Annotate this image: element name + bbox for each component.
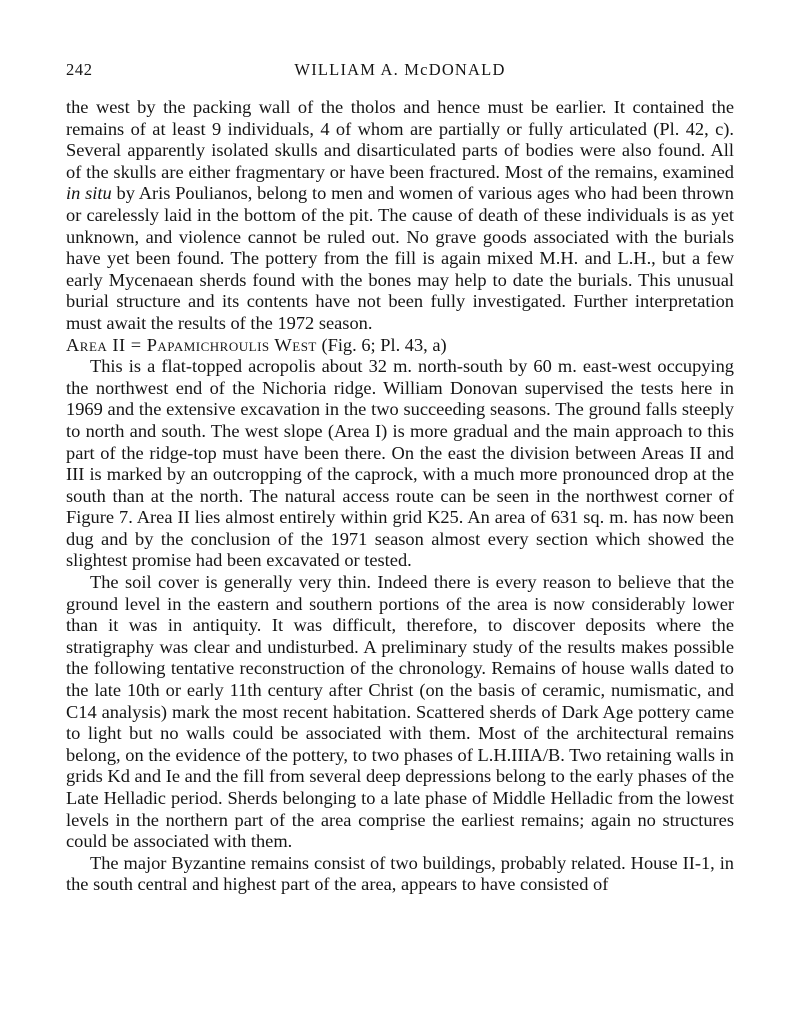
section-heading-title: Area II = Papamichroulis West	[66, 334, 317, 355]
paragraph-burial-pit	[66, 97, 734, 335]
paragraph-text: the west by the packing wall of the tholos and hence must be earlier. It contained the remains of at least 9 individuals, 4 of whom are partially or fully articulated (Pl. 42, c). Several apparently isolated skulls and disarticulated parts of bodies were also found. All of the skulls are either fragmentary or have been fractured. Most of the remains, examined	[66, 97, 734, 182]
italic-term: in situ	[66, 183, 112, 204]
paragraph-acropolis: This is a flat-topped acropolis about 32 m. north-south by 60 m. east-west occupying the northwest end of the Nichoria ridge. William Donovan supervised the tests here in 1969 and the extensive excavation in the two succeeding seasons. The ground falls steeply to north and south. The west slope (Area I) is more gradual and the main approach to this part of the ridge-top must have been there. On the east the division between Areas II and III is marked by an outcropping of the caprock, with a much more pronounced drop at the south than at the north. The natural access route can be seen in the northwest corner of Figure 7. Area II lies almost entirely within grid K25. An area of 631 sq. m. has now been dug and by the conclusion of the 1971 season almost every section which showed the slightest promise had been excavated or tested.	[66, 356, 734, 571]
running-head-author: WILLIAM A. McDONALD	[294, 60, 506, 79]
section-heading	[66, 335, 734, 357]
body-text	[66, 97, 734, 896]
page-number: 242	[66, 60, 93, 79]
paragraph-byzantine: The major Byzantine remains consist of two buildings, probably related. House II-1, in the south central and highest part of the area, appears to have consisted of	[66, 852, 734, 895]
running-head	[66, 60, 734, 86]
paragraph-soil-cover: The soil cover is generally very thin. Indeed there is every reason to believe that the ground level in the eastern and southern portions of the area is now considerably lower than it was in antiquity. It was difficult, therefore, to discover deposits where the stratigraphy was clear and undisturbed. A preliminary study of the results makes possible the following tentative reconstruction of the chronology. Remains of house walls dated to the late 10th or early 11th century after Christ (on the basis of ceramic, numismatic, and C14 analysis) mark the most recent habitation. Scattered sherds of Dark Age pottery came to light but no walls could be associated with them. Most of the architectural remains belong, on the evidence of the pottery, to two phases of L.H.IIIA/B. Two retaining walls in grids Kd and Ie and the fill from several deep depressions belong to the early phases of the Late Helladic period. Sherds belonging to a late phase of Middle Helladic from the lowest levels in the northern part of the area comprise the earliest remains; again no structures could be associated with them.	[66, 572, 734, 852]
paragraph-text: by Aris Poulianos, belong to men and women of various ages who had been thrown or carelessly laid in the bottom of the pit. The cause of death of these individuals is as yet unknown, and violence cannot be ruled out. No grave goods associated with the burials have yet been found. The pottery from the fill is again mixed M.H. and L.H., but a few early Mycenaean sherds found with the bones may help to date the burials. This unusual burial structure and its contents have not been fully investigated. Further interpretation must await the results of the 1972 season.	[66, 183, 734, 333]
section-heading-refs: (Fig. 6; Pl. 43, a)	[316, 334, 447, 355]
